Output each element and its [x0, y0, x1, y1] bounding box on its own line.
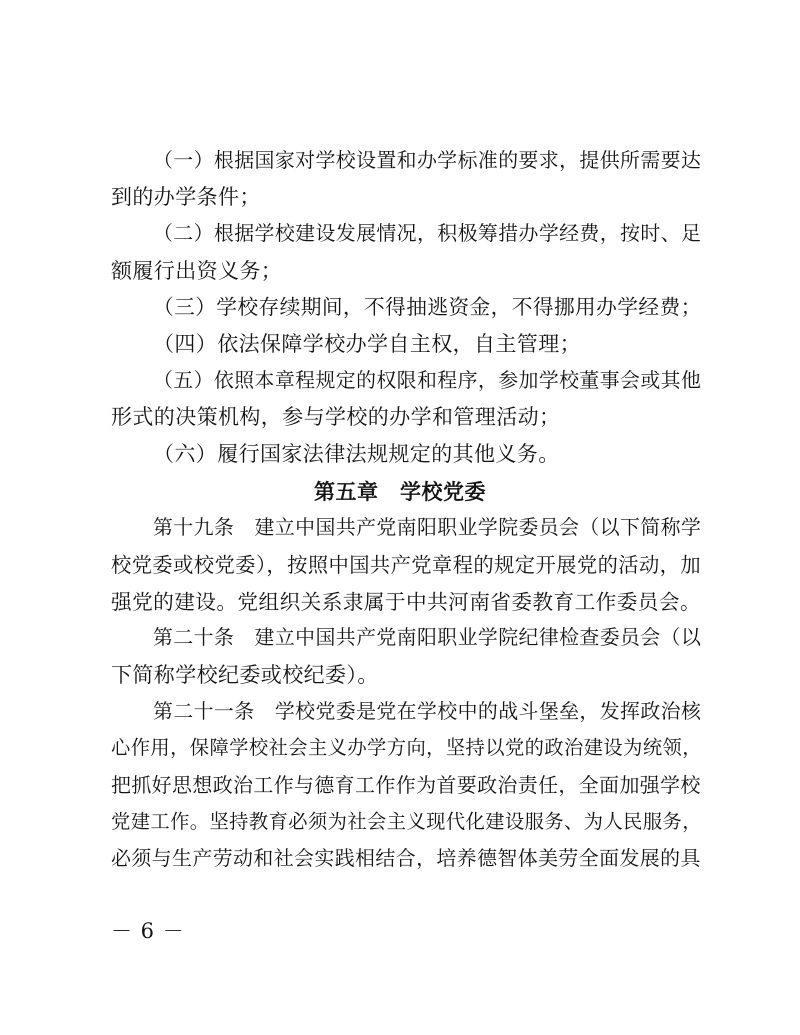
page-number: － 6 －: [111, 919, 185, 943]
paragraph-line: 必须与生产劳动和社会实践相结合，培养德智体美劳全面发展的具: [111, 846, 701, 870]
paragraph-line: （五）依照本章程规定的权限和程序，参加学校董事会或其他: [153, 369, 702, 392]
paragraph-line: 额履行出资义务；: [111, 259, 283, 283]
paragraph-line: （二）根据学校建设发展情况，积极筹措办学经费，按时、足: [153, 222, 702, 245]
chapter-heading: 第五章 学校党委: [314, 480, 486, 504]
paragraph-line: （一）根据国家对学校设置和办学标准的要求，提供所需要达: [153, 149, 702, 172]
paragraph-line: 第十九条 建立中国共产党南阳职业学院委员会（以下简称学: [153, 516, 702, 539]
paragraph-line: 心作用，保障学校社会主义办学方向，坚持以党的政治建设为统领，: [111, 736, 702, 759]
paragraph-line: 强党的建设。党组织关系隶属于中共河南省委教育工作委员会。: [111, 590, 702, 614]
paragraph-line: 把抓好思想政治工作与德育工作作为首要政治责任，全面加强学校: [111, 773, 701, 797]
paragraph-line: 校党委或校党委），按照中国共产党章程的规定开展党的活动，加: [111, 553, 702, 577]
paragraph-line: （三）学校存续期间，不得抽逃资金，不得挪用办学经费；: [153, 295, 702, 319]
paragraph-line: 党建工作。坚持教育必须为社会主义现代化建设服务、为人民服务，: [111, 810, 702, 833]
paragraph-line: 形式的决策机构，参与学校的办学和管理活动；: [111, 405, 561, 429]
paragraph-line: 到的办学条件；: [111, 185, 261, 209]
paragraph-line: （六）履行国家法律法规规定的其他义务。: [153, 442, 560, 466]
paragraph-line: 第二十条 建立中国共产党南阳职业学院纪律检查委员会（以: [153, 626, 702, 649]
paragraph-line: （四）依法保障学校办学自主权，自主管理；: [153, 332, 581, 356]
paragraph-line: 下简称学校纪委或校纪委）。: [111, 663, 379, 687]
paragraph-line: 第二十一条 学校党委是党在学校中的战斗堡垒，发挥政治核: [153, 700, 702, 723]
